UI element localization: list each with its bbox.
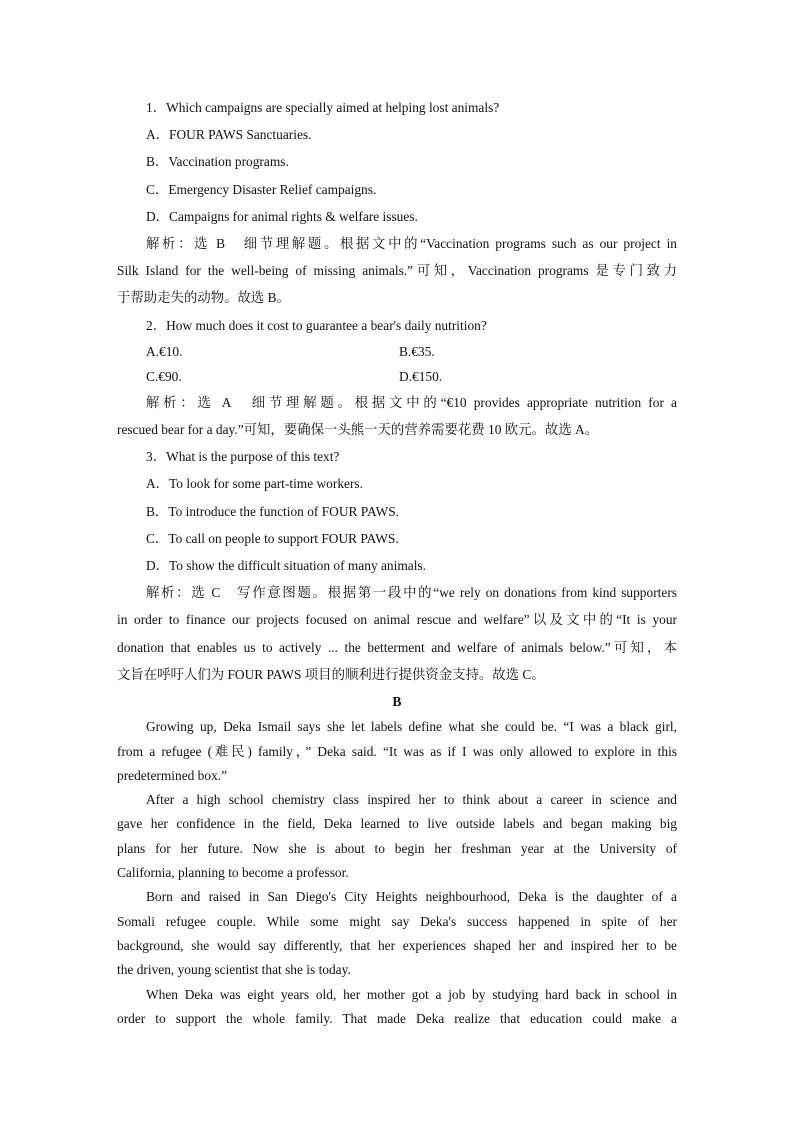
question-1-option-c: C．Emergency Disaster Relief campaigns. bbox=[146, 181, 377, 197]
passage-line: the driven, young scientist that she is today. bbox=[117, 962, 351, 978]
question-1-option-b: B．Vaccination programs. bbox=[146, 154, 289, 170]
question-2-option-c: C.€90. bbox=[146, 368, 182, 384]
question-1-analysis-line-3: 于帮助走失的动物。故选 B。 bbox=[117, 290, 290, 306]
passage-paragraph-2 bbox=[117, 788, 677, 885]
passage-paragraph-1 bbox=[117, 715, 677, 788]
question-2-analysis-line-1: 解析：选 A 细节理解题。根据文中的“€10 provides appropriate nutrition for a bbox=[146, 394, 677, 410]
question-3-option-c: C．To call on people to support FOUR PAWS. bbox=[146, 530, 399, 546]
passage-line: order to support the whole family. That made Deka realize that education could make a bbox=[117, 1010, 677, 1026]
question-3-option-b: B．To introduce the function of FOUR PAWS. bbox=[146, 503, 400, 519]
question-2-option-a: A.€10. bbox=[146, 343, 183, 359]
question-2-option-d: D.€150. bbox=[399, 368, 443, 384]
passage-line: gave her confidence in the field, Deka learned to live outside labels and began making big bbox=[117, 816, 677, 832]
question-3-option-a: A．To look for some part-time workers. bbox=[146, 476, 363, 492]
passage-line: After a high school chemistry class inspired her to think about a career in science and bbox=[146, 792, 677, 808]
question-1-option-a: A．FOUR PAWS Sanctuaries. bbox=[146, 127, 312, 143]
question-3 bbox=[117, 443, 677, 688]
passage-line: plans for her future. Now she is about to begin her freshman year at the University of bbox=[117, 840, 677, 856]
question-2-options-row-2 bbox=[117, 364, 677, 389]
document-page bbox=[117, 94, 677, 1031]
passage-line: Born and raised in San Diego's City Heights neighbourhood, Deka is the daughter of a bbox=[146, 889, 677, 905]
passage-paragraph-4 bbox=[117, 983, 677, 1032]
question-2-option-b: B.€35. bbox=[399, 343, 435, 359]
section-label: B bbox=[392, 694, 402, 710]
question-3-option-d: D．To show the difficult situation of many animals. bbox=[146, 558, 426, 574]
question-1 bbox=[117, 94, 677, 312]
passage-line: background, she would say differently, that her experiences shaped her and inspired her to be bbox=[117, 937, 677, 953]
question-3-analysis-line-4: 文旨在呼吁人们为 FOUR PAWS 项目的顺利进行提供资金支持。故选 C。 bbox=[117, 666, 545, 682]
question-1-analysis-line-1: 解析：选 B 细节理解题。根据文中的“Vaccination programs such as our project in bbox=[146, 236, 677, 252]
question-2-options-row-1 bbox=[117, 339, 677, 364]
question-3-analysis-line-3: donation that enables us to actively ... the betterment and welfare of animals below.”可知，本 bbox=[117, 639, 677, 655]
question-3-text: 3．What is the purpose of this text? bbox=[146, 449, 340, 465]
passage-line: California, planning to become a professor. bbox=[117, 865, 349, 881]
question-2-text: 2．How much does it cost to guarantee a bear's daily nutrition? bbox=[146, 317, 487, 333]
question-2 bbox=[117, 312, 677, 444]
passage-line: When Deka was eight years old, her mother got a job by studying hard back in school in bbox=[146, 986, 677, 1002]
passage-paragraph-3 bbox=[117, 885, 677, 982]
question-1-text: 1．Which campaigns are specially aimed at helping lost animals? bbox=[146, 100, 500, 115]
question-2-analysis-line-2: rescued bear for a day.”可知，要确保一头熊一天的营养需要花费 10 欧元。故选 A。 bbox=[117, 422, 599, 438]
question-3-analysis-line-1: 解析：选 C 写作意图题。根据第一段中的“we rely on donations from kind supporters bbox=[146, 585, 677, 601]
passage-line: Growing up, Deka Ismail says she let labels define what she could be. “I was a black girl, bbox=[146, 719, 677, 735]
passage-line: Somali refugee couple. While some might say Deka's success happened in spite of her bbox=[117, 913, 677, 929]
passage-line: predetermined box.” bbox=[117, 767, 228, 783]
passage-line: from a refugee (难民) family，” Deka said. “It was as if I was only allowed to explore in this bbox=[117, 743, 677, 759]
question-1-analysis-line-2: Silk Island for the well-being of missing animals.”可知，Vaccination programs 是专门致力 bbox=[117, 263, 677, 279]
question-3-analysis-line-2: in order to finance our projects focused on animal rescue and welfare”以及文中的“It is your bbox=[117, 612, 677, 628]
question-1-option-d: D．Campaigns for animal rights & welfare issues. bbox=[146, 208, 418, 224]
